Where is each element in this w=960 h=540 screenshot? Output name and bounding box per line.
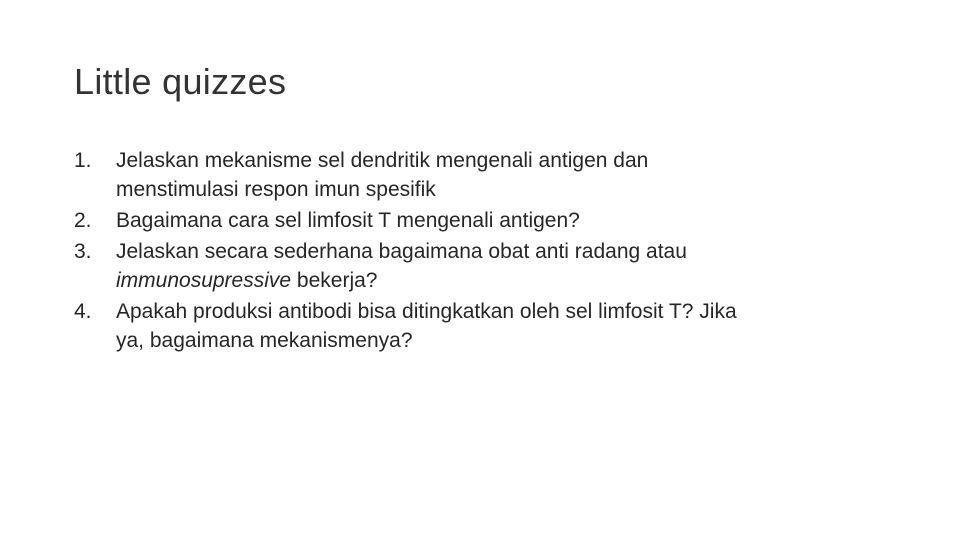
quiz-question-1 bbox=[74, 146, 894, 204]
question-line: menstimulasi respon imun spesifik bbox=[116, 178, 436, 201]
question-text bbox=[116, 237, 894, 295]
question-number: 2. bbox=[74, 209, 92, 232]
question-number: 1. bbox=[74, 149, 92, 172]
question-line: Apakah produksi antibodi bisa ditingkatkan oleh sel limfosit T? Jika bbox=[116, 300, 737, 323]
question-number: 3. bbox=[74, 240, 92, 263]
question-text bbox=[116, 146, 894, 204]
question-text bbox=[116, 206, 894, 235]
slide-title: Little quizzes bbox=[74, 61, 287, 102]
quiz-list bbox=[74, 146, 894, 357]
quiz-question-2 bbox=[74, 206, 894, 235]
question-line: Jelaskan secara sederhana bagaimana obat anti radang atau bbox=[116, 240, 687, 263]
quiz-question-3 bbox=[74, 237, 894, 295]
quiz-question-4 bbox=[74, 297, 894, 355]
question-line: bekerja? bbox=[291, 269, 378, 292]
question-line: Bagaimana cara sel limfosit T mengenali antigen? bbox=[116, 209, 580, 232]
question-line: Jelaskan mekanisme sel dendritik mengenali antigen dan bbox=[116, 149, 649, 172]
italic-term: immunosupressive bbox=[116, 269, 292, 292]
question-number: 4. bbox=[74, 300, 92, 323]
question-line: ya, bagaimana mekanismenya? bbox=[116, 329, 413, 352]
question-text bbox=[116, 297, 894, 355]
